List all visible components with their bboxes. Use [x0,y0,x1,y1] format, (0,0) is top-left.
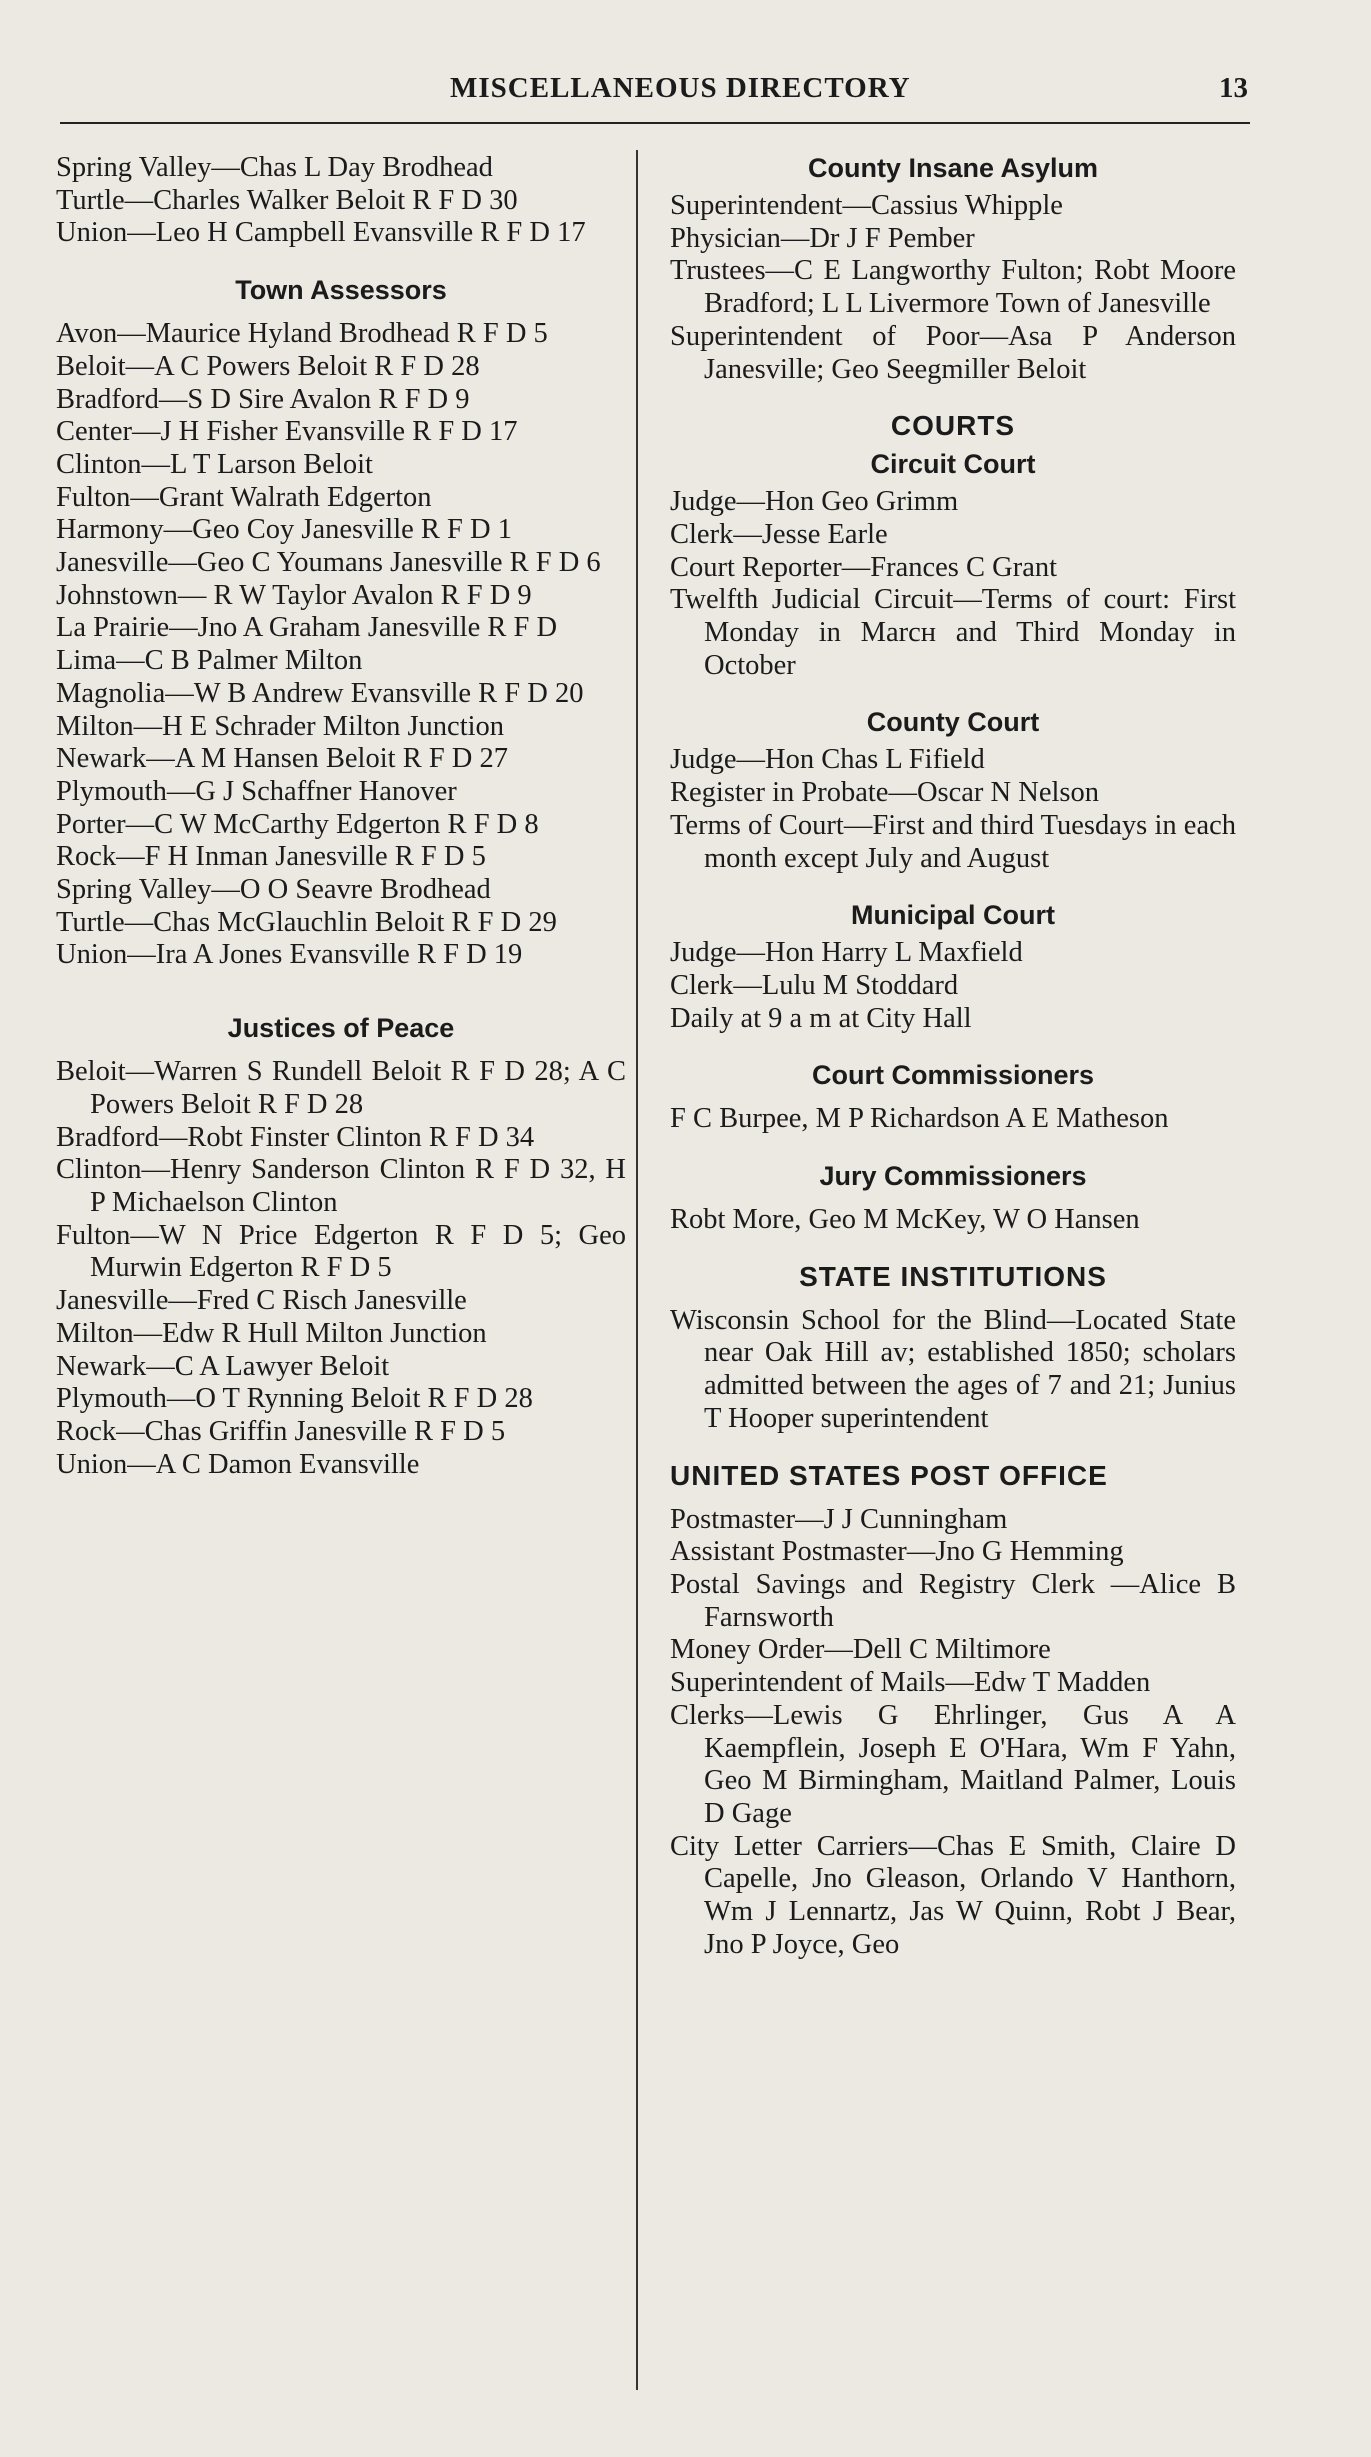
directory-entry: Johnstown— R W Taylor Avalon R F D 9 [56,579,532,611]
directory-entry: Trustees—C E Langworthy Fulton; Robt Moore Bradford; L L Livermore Town of Janesville [670,255,1236,320]
directory-entry: Union—Leo H Campbell Evansville R F D 17 [56,217,586,249]
section-heading-state-institutions: STATE INSTITUTIONS [799,1260,1107,1292]
directory-entry: Newark—C A Lawyer Beloit [56,1350,390,1382]
directory-entry: Fulton—Grant Walrath Edgerton [56,481,432,513]
directory-entry: City Letter Carriers—Chas E Smith, Claire D Capelle, Jno Gleason, Orlando V Hanthorn, Wm J Lennartz, Jas W Quinn, Robt J Bear, Jno P Joyce, Geo [670,1830,1236,1960]
directory-entry: Rock—F H Inman Janesville R F D 5 [56,841,486,873]
directory-entry: Union—A C Damon Evansville [56,1448,420,1480]
directory-entry: Center—J H Fisher Evansville R F D 17 [56,416,518,448]
directory-entry: Porter—C W McCarthy Edgerton R F D 8 [56,808,539,840]
directory-entry: Plymouth—G J Schaffner Hanover [56,775,457,807]
directory-entry: Court Reporter—Frances C Grant [670,551,1058,583]
directory-entry: Judge—Hon Harry L Maxfield [670,937,1023,969]
directory-entry: Turtle—Chas McGlauchlin Beloit R F D 29 [56,906,557,938]
directory-entry: F C Burpee, M P Richardson A E Matheson [670,1103,1169,1135]
running-head [60,72,1250,124]
directory-entry: Judge—Hon Chas L Fifield [670,744,985,776]
column-divider [636,150,638,2390]
directory-entry: Superintendent of Poor—Asa P Anderson Janesville; Geo Seegmiller Beloit [670,320,1236,385]
directory-entry: Plymouth—O T Rynning Beloit R F D 28 [56,1383,533,1415]
directory-entry: Bradford—S D Sire Avalon R F D 9 [56,383,470,415]
directory-entry: Assistant Postmaster—Jno G Hemming [670,1536,1124,1568]
section-heading-municipal-court: Municipal Court [851,900,1055,931]
section-heading-county-court: County Court [866,707,1040,738]
directory-entry: Newark—A M Hansen Beloit R F D 27 [56,743,509,775]
section-heading-court-commissioners: Court Commissioners [811,1060,1095,1091]
directory-entry: Milton—H E Schrader Milton Junction [56,710,505,742]
directory-entry: Fulton—W N Price Edgerton R F D 5; Geo Murwin Edgerton R F D 5 [56,1219,626,1284]
directory-entry: Clinton—Henry Sanderson Clinton R F D 32, H P Michaelson Clinton [56,1154,626,1218]
directory-entry: Register in Probate—Oscar N Nelson [670,777,1099,809]
directory-entry: Milton—Edw R Hull Milton Junction [56,1317,487,1349]
directory-entry: Postmaster—J J Cunningham [670,1503,1008,1535]
directory-entry: Lima—C B Palmer Milton [56,645,363,677]
directory-entry: Postal Savings and Registry Clerk —Alice B Farnsworth [670,1568,1236,1633]
page-number: 13 [1219,72,1248,104]
section-heading-justices-of-peace: Justices of Peace [227,1013,455,1044]
directory-entry: Magnolia—W B Andrew Evansville R F D 20 [56,677,584,709]
directory-entry: Money Order—Dell C Miltimore [670,1634,1051,1666]
directory-entry: Spring Valley—O O Seavre Brodhead [56,874,491,906]
directory-entry: Robt More, Geo M McKey, W O Hansen [670,1204,1140,1236]
directory-entry: Union—Ira A Jones Evansville R F D 19 [56,939,523,971]
directory-entry: Rock—Chas Griffin Janesville R F D 5 [56,1415,506,1447]
directory-entry: Daily at 9 a m at City Hall [670,1002,972,1034]
right-column [670,152,1236,1961]
directory-entry: Terms of Court—First and third Tuesdays in each month except July and August [670,809,1236,874]
directory-entry: Bradford—Robt Finster Clinton R F D 34 [56,1121,535,1153]
directory-entry: Clinton—L T Larson Beloit [56,448,373,480]
page-title: MISCELLANEOUS DIRECTORY [450,72,911,104]
directory-entry: Beloit—A C Powers Beloit R F D 28 [56,350,480,382]
directory-entry: Avon—Maurice Hyland Brodhead R F D 5 [56,318,548,350]
section-heading-jury-commissioners: Jury Commissioners [819,1161,1087,1192]
directory-entry: Clerk—Jesse Earle [670,518,888,550]
directory-entry: Beloit—Warren S Rundell Beloit R F D 28; A C Powers Beloit R F D 28 [56,1056,626,1120]
directory-entry: Superintendent of Mails—Edw T Madden [670,1667,1151,1699]
directory-entry: Janesville—Geo C Youmans Janesville R F D 6 [56,547,601,579]
directory-entry: Janesville—Fred C Risch Janesville [56,1285,467,1317]
directory-entry: Spring Valley—Chas L Day Brodhead [56,152,493,183]
directory-entry: La Prairie—Jno A Graham Janesville R F D [56,612,558,644]
directory-entry: Superintendent—Cassius Whipple [670,190,1063,221]
section-heading-circuit-court: Circuit Court [870,449,1036,480]
section-heading-county-insane-asylum: County Insane Asylum [807,153,1099,183]
directory-entry: Twelfth Judicial Circuit—Terms of court: First Monday in Marcн and Third Monday in October [670,584,1236,681]
directory-entry: Clerks—Lewis G Ehrlinger, Gus A A Kaempflein, Joseph E O'Hara, Wm F Yahn, Geo M Birmingham, Maitland Palmer, Louis D Gage [670,1699,1236,1829]
section-heading-town-assessors: Town Assessors [235,275,447,306]
directory-entry: Harmony—Geo Coy Janesville R F D 1 [56,514,512,546]
directory-entry: Clerk—Lulu M Stoddard [670,969,959,1001]
left-column [56,152,626,1481]
directory-entry: Judge—Hon Geo Grimm [670,486,959,518]
directory-entry: Turtle—Charles Walker Beloit R F D 30 [56,184,518,216]
directory-entry: Physician—Dr J F Pember [670,222,975,254]
directory-entry: Wisconsin School for the Blind—Located State near Oak Hill av; established 1850; scholars admitted between the ages of 7 and 21; Junius T Hooper superintendent [670,1304,1236,1434]
section-heading-courts: COURTS [890,410,1016,442]
section-heading-post-office: UNITED STATES POST OFFICE [670,1459,1108,1491]
